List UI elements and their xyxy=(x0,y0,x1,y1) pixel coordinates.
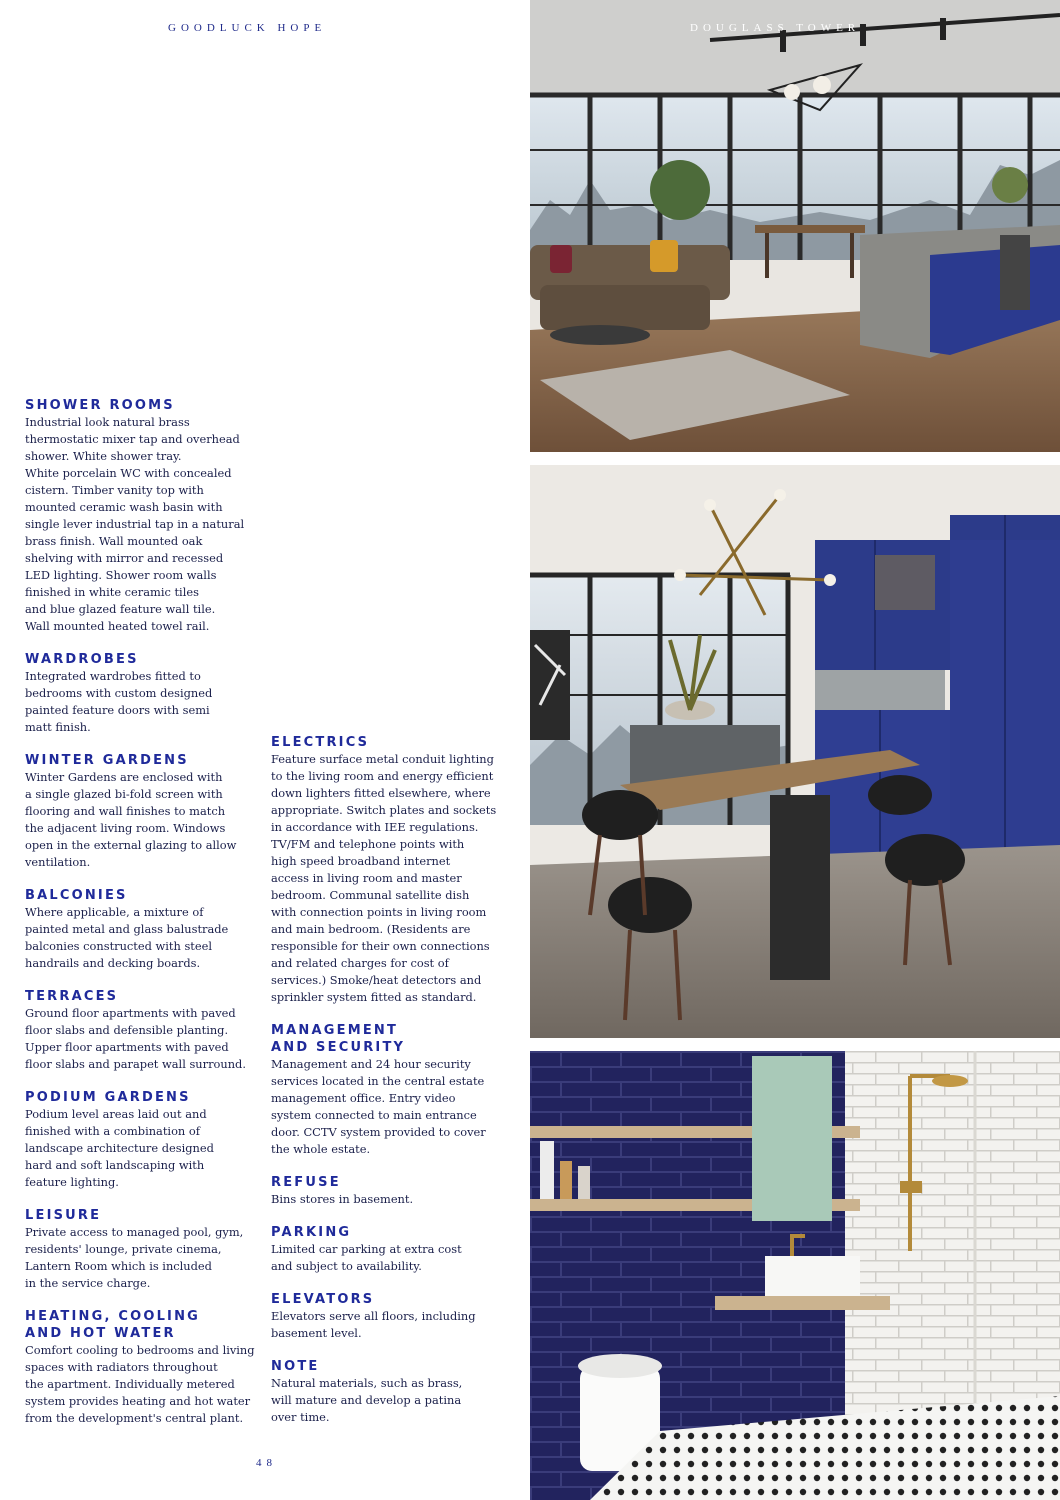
section-body: Private access to managed pool, gym, residents' lounge, private cinema, Lantern Room which is included in the service charge. xyxy=(25,1225,244,1290)
spec-section-elevators xyxy=(271,1291,507,1342)
section-body: Winter Gardens are enclosed with a single glazed bi-fold screen with flooring and wall finishes to match the adjacent living room. Windows open in the external glazing to allow ventilation. xyxy=(25,770,237,869)
spec-section-leisure xyxy=(25,1207,261,1292)
spec-section-parking xyxy=(271,1224,507,1275)
section-body: Podium level areas laid out and finished with a combination of landscape architecture designed hard and soft landscaping with feature lighting. xyxy=(25,1107,214,1189)
section-heading: BALCONIES xyxy=(25,888,128,903)
page-number: 48 xyxy=(256,1457,277,1469)
section-body: Integrated wardrobes fitted to bedrooms with custom designed painted feature doors with semi matt finish. xyxy=(25,669,213,734)
shower-room-photo xyxy=(530,1051,1060,1500)
kitchen-dining-photo xyxy=(530,465,1060,1038)
spec-section-heating xyxy=(25,1308,261,1427)
section-body: Feature surface metal conduit lighting to the living room and energy efficient down lighters fitted elsewhere, where appropriate. Switch plates and sockets in accordance with IEE regulations. TV/FM and telephone points with high speed broadband internet access in living room and master bedroom. Communal satellite dish with connection points in living room and main bedroom. (Residents are responsible for their own connections and related charges for cost of services.) Smoke/heat detectors and sprinkler system fitted as standard. xyxy=(271,752,497,1004)
section-body: Industrial look natural brass thermostatic mixer tap and overhead shower. White shower tray. White porcelain WC with concealed cistern. Timber vanity top with mounted ceramic wash basin with single lever industrial tap in a natural brass finish. Wall mounted oak shelving with mirror and recessed LED lighting. Shower room walls finished in white ceramic tiles and blue glazed feature wall tile. Wall mounted heated towel rail. xyxy=(25,415,245,633)
spec-section-winter-gardens xyxy=(25,752,261,871)
spec-section-podium-gardens xyxy=(25,1089,261,1191)
section-body: Elevators serve all floors, including basement level. xyxy=(271,1309,476,1340)
section-body: Management and 24 hour security services located in the central estate management office. Entry video system connected to main entrance door. CCTV system provided to cover the whole estate. xyxy=(271,1057,486,1156)
section-body: Bins stores in basement. xyxy=(271,1192,414,1206)
section-heading: PARKING xyxy=(271,1225,352,1240)
section-heading: NOTE xyxy=(271,1359,320,1374)
spec-section-note xyxy=(271,1358,507,1426)
building-title: DOUGLASS TOWER xyxy=(690,22,861,34)
spec-column-middle xyxy=(271,734,507,1442)
brand-title: GOODLUCK HOPE xyxy=(168,22,327,34)
section-heading: LEISURE xyxy=(25,1208,102,1223)
spec-section-wardrobes xyxy=(25,651,261,736)
section-body: Natural materials, such as brass, will mature and develop a patina over time. xyxy=(271,1376,463,1424)
spec-section-management xyxy=(271,1022,507,1158)
living-room-photo xyxy=(530,0,1060,452)
section-body: Where applicable, a mixture of painted metal and glass balustrade balconies constructed with steel handrails and decking boards. xyxy=(25,905,229,970)
spec-section-refuse xyxy=(271,1174,507,1208)
section-heading: SHOWER ROOMS xyxy=(25,398,175,413)
section-heading: WINTER GARDENS xyxy=(25,753,189,768)
spec-section-balconies xyxy=(25,887,261,972)
section-heading: ELEVATORS xyxy=(271,1292,375,1307)
section-heading: REFUSE xyxy=(271,1175,341,1190)
spec-section-terraces xyxy=(25,988,261,1073)
section-body: Comfort cooling to bedrooms and living spaces with radiators throughout the apartment. Individually metered system provides heating and hot water from the development's central plant. xyxy=(25,1343,255,1425)
spec-column-left xyxy=(25,397,261,1443)
section-heading: ELECTRICS xyxy=(271,735,370,750)
section-heading: TERRACES xyxy=(25,989,119,1004)
section-body: Ground floor apartments with paved floor slabs and defensible planting. Upper floor apartments with paved floor slabs and parapet wall surround. xyxy=(25,1006,246,1071)
section-heading: HEATING, COOLING AND HOT WATER xyxy=(25,1309,201,1341)
section-heading: PODIUM GARDENS xyxy=(25,1090,191,1105)
spec-section-electrics xyxy=(271,734,507,1006)
section-body: Limited car parking at extra cost and subject to availability. xyxy=(271,1242,462,1273)
spec-section-shower-rooms xyxy=(25,397,261,635)
section-heading: WARDROBES xyxy=(25,652,139,667)
section-heading: MANAGEMENT AND SECURITY xyxy=(271,1023,406,1055)
